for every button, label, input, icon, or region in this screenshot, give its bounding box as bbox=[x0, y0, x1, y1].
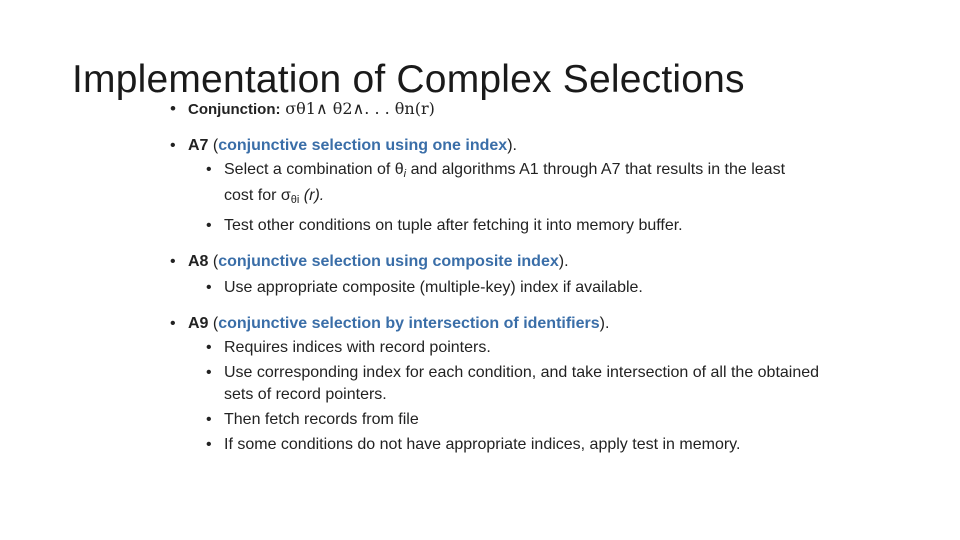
bullet: • bbox=[206, 436, 212, 453]
a7-sub1-part2: and algorithms A1 through A7 that results in the least cost for σ bbox=[224, 161, 786, 204]
a9-sub-1 bbox=[170, 337, 930, 359]
bullet: • bbox=[170, 137, 176, 154]
a7-sub1-part3: (r). bbox=[299, 187, 325, 204]
a7-code: A7 bbox=[188, 137, 209, 154]
slide-title: Implementation of Complex Selections bbox=[72, 58, 745, 101]
a9-sub-3 bbox=[170, 409, 930, 431]
conjunction-label: Conjunction: bbox=[188, 101, 281, 118]
a9-sub1-text: Requires indices with record pointers. bbox=[224, 339, 491, 356]
a9-sub-2 bbox=[170, 362, 824, 406]
a8-sub1-text: Use appropriate composite (multiple-key) index if available. bbox=[224, 279, 643, 296]
a7-sub1-subscript: θi bbox=[290, 194, 300, 206]
a8-sub-1 bbox=[170, 277, 930, 299]
bullet: • bbox=[206, 217, 212, 234]
a9-code: A9 bbox=[188, 315, 209, 332]
a7-sub-2 bbox=[170, 215, 930, 237]
bullet: • bbox=[170, 253, 176, 270]
a8-open: ( bbox=[208, 253, 219, 270]
a7-sub1-part1: Select a combination of θ bbox=[224, 161, 404, 178]
a9-sub2-text: Use corresponding index for each condition, and take intersection of all the obtained sets of record pointers. bbox=[224, 364, 820, 403]
a9-close: ). bbox=[599, 315, 610, 332]
a8-description: conjunctive selection using composite index bbox=[218, 253, 559, 270]
bullet: • bbox=[206, 161, 212, 178]
bullet: • bbox=[170, 315, 176, 332]
a9-sub3-text: Then fetch records from file bbox=[224, 411, 419, 428]
bullet: • bbox=[206, 411, 212, 428]
a7-close: ). bbox=[507, 137, 517, 154]
a7-description: conjunctive selection using one index bbox=[218, 137, 508, 154]
a9-open: ( bbox=[208, 315, 219, 332]
a9-sub4-text: If some conditions do not have appropriate indices, apply test in memory. bbox=[224, 436, 741, 453]
bullet: • bbox=[170, 99, 176, 118]
bullet: • bbox=[206, 364, 212, 381]
conjunction-bullet bbox=[170, 98, 930, 121]
a8-code: A8 bbox=[188, 253, 209, 270]
conjunction-expression: σθ1∧ θ2∧. . . θn(r) bbox=[285, 99, 435, 118]
a7-sub1-i: i bbox=[403, 168, 407, 180]
a9-sub-4 bbox=[170, 434, 930, 456]
a8-bullet bbox=[170, 251, 930, 273]
a8-close: ). bbox=[558, 253, 569, 270]
slide-content bbox=[170, 98, 930, 456]
a7-bullet bbox=[170, 135, 930, 157]
bullet: • bbox=[206, 339, 212, 356]
a7-sub2-text: Test other conditions on tuple after fetching it into memory buffer. bbox=[224, 217, 683, 234]
a7-sub-1 bbox=[170, 159, 814, 211]
a7-open: ( bbox=[208, 137, 219, 154]
bullet: • bbox=[206, 279, 212, 296]
a9-bullet bbox=[170, 313, 930, 335]
a9-description: conjunctive selection by intersection of identifiers bbox=[218, 315, 600, 332]
